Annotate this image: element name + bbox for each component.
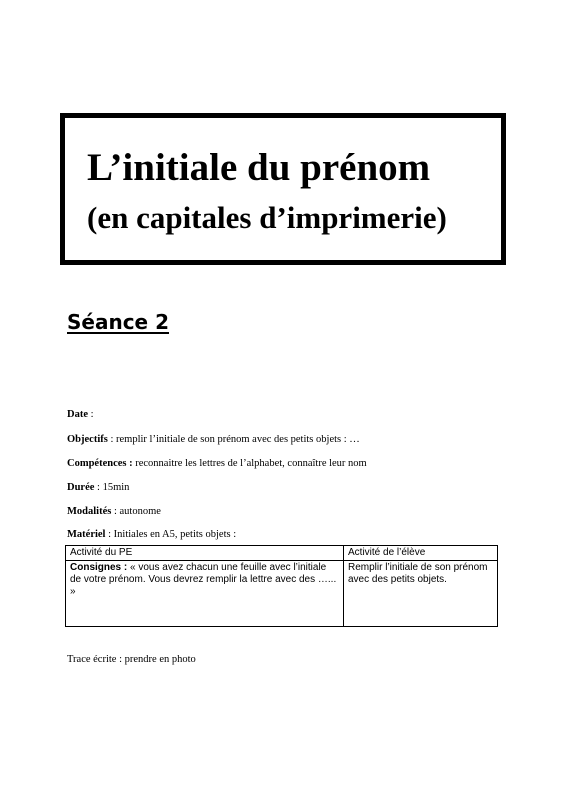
field-materiel-sep: : [105, 529, 114, 540]
document-subtitle: (en capitales d’imprimerie) [87, 200, 447, 235]
trace-ecrite: Trace écrite : prendre en photo [67, 654, 196, 665]
field-competences [67, 457, 367, 470]
field-duree-label: Durée [67, 482, 95, 493]
field-duree [67, 481, 129, 494]
document-title: L’initiale du prénom [87, 146, 431, 189]
field-objectifs-sep: : [107, 434, 116, 445]
field-materiel-label: Matériel [67, 529, 106, 540]
field-competences-value: reconnaitre les lettres de l’alphabet, connaître leur nom [135, 458, 367, 469]
field-modalites [67, 505, 161, 518]
table-row [66, 561, 498, 627]
field-date-sep: : [88, 409, 94, 420]
consignes-label: Consignes : [70, 562, 128, 573]
consignes-text: « vous avez chacun une feuille avec l’initiale de votre prénom. Vous devrez remplir la lettre avec des …... » [70, 562, 337, 597]
session-heading: Séance 2 [67, 310, 170, 334]
field-objectifs-value: remplir l’initiale de son prénom avec des petits objets : … [116, 434, 360, 445]
field-duree-sep: : [94, 482, 103, 493]
field-objectifs-label: Objectifs [67, 434, 108, 445]
table-cell-pe [66, 561, 344, 627]
field-competences-label: Compétences : [67, 458, 133, 469]
field-materiel-value: Initiales en A5, petits objets : [113, 529, 237, 540]
field-modalites-label: Modalités [67, 506, 112, 517]
table-header-pe: Activité du PE [66, 546, 344, 561]
activity-table [65, 545, 498, 627]
field-modalites-value: autonome [119, 506, 161, 517]
title-box [60, 113, 506, 265]
field-objectifs [67, 433, 360, 446]
field-date [67, 408, 94, 421]
table-cell-eleve: Remplir l’initiale de son prénom avec des petits objets. [344, 561, 498, 627]
field-modalites-sep: : [111, 506, 120, 517]
field-materiel [67, 528, 236, 541]
field-duree-value: 15min [102, 482, 130, 493]
field-date-label: Date [67, 409, 88, 420]
table-header-eleve: Activité de l’élève [344, 546, 498, 561]
table-header-row [66, 546, 498, 561]
